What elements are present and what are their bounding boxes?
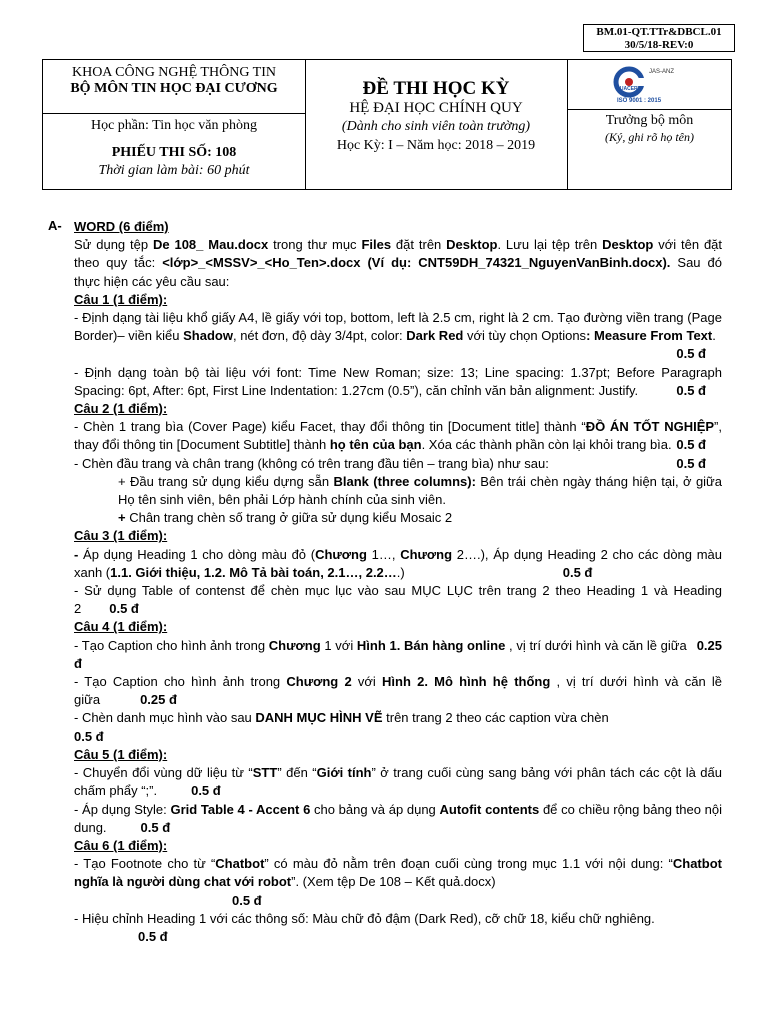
quacert-logo xyxy=(609,64,689,106)
text-run: + xyxy=(118,510,126,526)
text-run: Hình 2. Mô hình hệ thống xyxy=(382,674,551,690)
question-requirement xyxy=(74,582,722,618)
question-requirement xyxy=(74,364,722,400)
text-run: Files xyxy=(361,237,392,253)
text-run: Desktop xyxy=(602,237,654,253)
text-run: - Chuyển đổi vùng dữ liệu từ “ xyxy=(74,765,253,781)
exam-sheet-number: PHIẾU THI SỐ: 108 xyxy=(111,145,237,160)
text-run: - Tạo Footnote cho từ “ xyxy=(74,856,216,872)
text-run: .) xyxy=(396,564,405,580)
question-title: Câu 5 (1 điểm): xyxy=(74,746,168,762)
question-title: Câu 1 (1 điểm): xyxy=(74,291,168,307)
text-run: Sử dụng tệp xyxy=(74,237,153,253)
text-run: ”. (Xem tệp De 108 – Kết quả.docx) xyxy=(291,874,496,890)
question-title: Câu 2 (1 điểm): xyxy=(74,401,168,417)
score-label: 0.5 đ xyxy=(140,819,171,835)
text-run: Áp dụng Heading 1 cho dòng màu đỏ ( xyxy=(78,546,316,562)
score-label: 0.5 đ xyxy=(676,382,706,398)
text-run: ” ở trang cuối cùng sang bảng với phân tách các cột là dấu chấm phẩy “;”. xyxy=(74,765,722,799)
text-run: . Lưu lại tệp trên xyxy=(497,237,603,253)
text-run: ĐỒ ÁN TỐT NGHIỆP xyxy=(585,419,715,435)
text-run: với tùy chọn Options xyxy=(463,328,587,344)
text-run: trên trang 2 theo các caption vừa chèn xyxy=(382,710,609,726)
score-label: 0.5 đ xyxy=(676,455,706,471)
head-of-department-label: Trưởng bộ môn xyxy=(605,113,694,128)
question-requirement xyxy=(74,673,722,709)
text-run: Grid Table 4 - Accent 6 xyxy=(170,801,311,817)
exam-term: Học Kỳ: I – Năm học: 2018 – 2019 xyxy=(336,138,536,153)
question-requirement xyxy=(74,910,722,946)
section-a-label: A- xyxy=(48,218,62,233)
text-run: 1…, xyxy=(366,546,401,562)
logo-iso-text: ISO 9001 : 2015 xyxy=(617,98,662,104)
question-requirement xyxy=(74,546,722,582)
text-run: - Định dạng toàn bộ tài liệu với font: Time New Roman; size: 13; Line spacing: 1.37pt; Before Paragraph Spacing: 6pt, After: 6pt, First Line Indentation: 1.27cm (0.5”), căn chỉnh văn bản alignment: Justify. xyxy=(74,364,722,398)
text-run: , nét đơn, độ dày 3/4pt, color: xyxy=(232,328,407,344)
question-requirement xyxy=(74,509,722,527)
text-run: Shadow xyxy=(183,328,233,344)
question-requirement xyxy=(74,309,722,364)
score-label: 0.5 đ xyxy=(138,928,168,944)
document-code-line1: BM.01-QT.TTr&DBCL.01 xyxy=(596,26,722,38)
exam-audience: (Dành cho sinh viên toàn trường) xyxy=(341,119,531,134)
section-a-title: WORD (6 điểm) xyxy=(74,219,169,234)
document-code-box xyxy=(583,24,735,52)
program-name: HỆ ĐẠI HỌC CHÍNH QUY xyxy=(349,100,523,116)
text-run: . xyxy=(712,328,716,344)
text-run: Chương xyxy=(315,546,367,562)
department-name: BỘ MÔN TIN HỌC ĐẠI CƯƠNG xyxy=(70,81,278,96)
question-requirement xyxy=(74,801,722,837)
text-run: với tên đặt theo quy tắc: xyxy=(74,237,723,271)
logo-name-text: QUACERT xyxy=(616,86,641,92)
text-run: DANH MỤC HÌNH VẼ xyxy=(255,710,383,726)
question-list xyxy=(74,291,722,946)
text-run: để co chiều rộng bảng theo nội dung. xyxy=(74,801,722,835)
course-name: Học phần: Tin học văn phòng xyxy=(90,118,258,133)
text-run: Chương xyxy=(268,637,321,653)
text-run: Chương 2 xyxy=(286,674,352,690)
text-run: Dark Red xyxy=(406,328,464,344)
text-run: STT xyxy=(252,765,278,781)
text-run: Blank (three columns): xyxy=(333,473,476,489)
question-title: Câu 4 (1 điểm): xyxy=(74,619,168,635)
score-label: 0.5 đ xyxy=(676,346,706,362)
text-run: trong thư mục xyxy=(268,237,362,253)
text-run: <lớp>_<MSSV>_<Ho_Ten>.docx (Ví dụ: CNT59DH_74321_NguyenVanBinh.docx). xyxy=(162,255,671,271)
text-run: Chương xyxy=(400,546,453,562)
text-run: - Định dạng tài liệu khổ giấy A4, lề giấy với top, bottom, left là 2.5 cm, right là 2 cm. Tạo đường viền trang (Page Border)– viền kiểu xyxy=(74,310,722,344)
question-requirement xyxy=(74,637,722,673)
question-requirement xyxy=(74,855,722,910)
score-label: 0.5 đ xyxy=(562,564,593,580)
text-run: ” đến “ xyxy=(277,765,317,781)
text-run: - Chèn danh mục hình vào sau xyxy=(74,710,256,726)
score-label: 0.5 đ xyxy=(191,783,221,799)
question-title: Câu 3 (1 điểm): xyxy=(74,528,168,544)
text-run: Chatbot xyxy=(215,856,265,872)
header-divider-horizontal-left xyxy=(43,113,305,114)
text-run: họ tên của bạn xyxy=(329,437,422,453)
score-label: 0.5 đ xyxy=(676,437,706,453)
text-run: - Chèn đầu trang và chân trang (không có trên trang đầu tiên – trang bìa) như sau: xyxy=(74,455,549,471)
text-run: Hình 1. Bán hàng online xyxy=(356,637,506,653)
text-run: Chân trang chèn số trang ở giữa sử dụng kiểu Mosaic 2 xyxy=(125,510,453,526)
text-run: Bên trái chèn ngày tháng hiện tại, ở giữa Họ tên sinh viên, bên phải Lớp hành chính của sinh viên. xyxy=(118,473,722,508)
text-run: đặt trên xyxy=(391,237,447,253)
question-requirement xyxy=(74,709,722,745)
text-run: . Xóa các thành phần còn lại khỏi trang bìa. xyxy=(421,437,672,453)
text-run: - Chèn 1 trang bìa (Cover Page) kiểu Facet, thay đổi thông tin [Document title] thành “ xyxy=(74,419,586,435)
text-run: - xyxy=(74,546,79,562)
exam-header-frame xyxy=(42,59,732,190)
text-run: 2….), Áp dụng Heading 2 cho các dòng màu xanh ( xyxy=(74,546,722,580)
question-requirement xyxy=(74,764,722,800)
head-signature-note: (Ký, ghi rõ họ tên) xyxy=(605,130,694,144)
question-requirement xyxy=(74,455,722,473)
section-a-intro xyxy=(74,236,722,291)
text-run: Giới tính xyxy=(316,765,372,781)
exam-title: ĐỀ THI HỌC KỲ xyxy=(362,78,510,99)
text-run: ”, thay đổi thông tin [Document Subtitle] thành xyxy=(74,419,722,453)
exam-body xyxy=(74,218,722,946)
score-label: 0.25 đ xyxy=(74,637,723,671)
exam-duration: Thời gian làm bài: 60 phút xyxy=(98,163,250,178)
text-run: Autofit contents xyxy=(439,801,540,817)
score-label: 0.5 đ xyxy=(74,728,104,744)
faculty-name: KHOA CÔNG NGHỆ THÔNG TIN xyxy=(71,65,277,80)
text-run: với xyxy=(351,674,383,690)
score-label: 0.25 đ xyxy=(140,692,177,708)
text-run: , vị trí dưới hình và căn lề giữa xyxy=(505,637,687,653)
text-run: - Áp dụng Style: xyxy=(74,801,171,817)
text-run: , vị trí dưới hình và căn lề giữa xyxy=(74,674,722,708)
text-run: - Sử dụng Table of contenst để chèn mục lục vào sau MỤC LỤC trên trang 2 theo Heading 1 và Heading 2 xyxy=(74,583,722,617)
question-requirement xyxy=(74,418,722,454)
header-divider-horizontal-right xyxy=(567,109,732,110)
text-run: Chatbot nghĩa là người dùng chat với robot xyxy=(74,856,722,890)
text-run: ” có màu đỏ nằm trên đoạn cuối cùng trong mục 1.1 với nội dung: “ xyxy=(264,856,673,872)
text-run: + Đầu trang sử dụng kiểu dựng sẵn xyxy=(118,473,334,489)
text-run: Sau đó thực hiện các yêu cầu sau: xyxy=(74,255,722,289)
document-code-line2: 30/5/18-REV:0 xyxy=(624,39,694,51)
text-run: De 108_ Mau.docx xyxy=(152,237,269,253)
text-run: 1.1. Giới thiệu, 1.2. Mô Tả bài toán, 2.1…, 2.2… xyxy=(110,564,397,580)
text-run: 1 với xyxy=(320,637,357,653)
text-run: - Tạo Caption cho hình ảnh trong xyxy=(74,637,269,653)
text-run: cho bảng và áp dụng xyxy=(310,801,440,817)
text-run: : Measure From Text xyxy=(586,328,713,344)
question-requirement xyxy=(74,473,722,509)
text-run: - Tạo Caption cho hình ảnh trong xyxy=(74,674,287,690)
score-label: 0.5 đ xyxy=(232,892,262,908)
text-run: - Hiệu chỉnh Heading 1 với các thông số: Màu chữ đỏ đậm (Dark Red), cỡ chữ 18, kiểu chữ nghiêng. xyxy=(74,910,655,926)
text-run: Desktop xyxy=(446,237,498,253)
logo-top-text: JAS-ANZ xyxy=(649,69,675,75)
score-label: 0.5 đ xyxy=(109,601,139,617)
question-title: Câu 6 (1 điểm): xyxy=(74,837,168,853)
